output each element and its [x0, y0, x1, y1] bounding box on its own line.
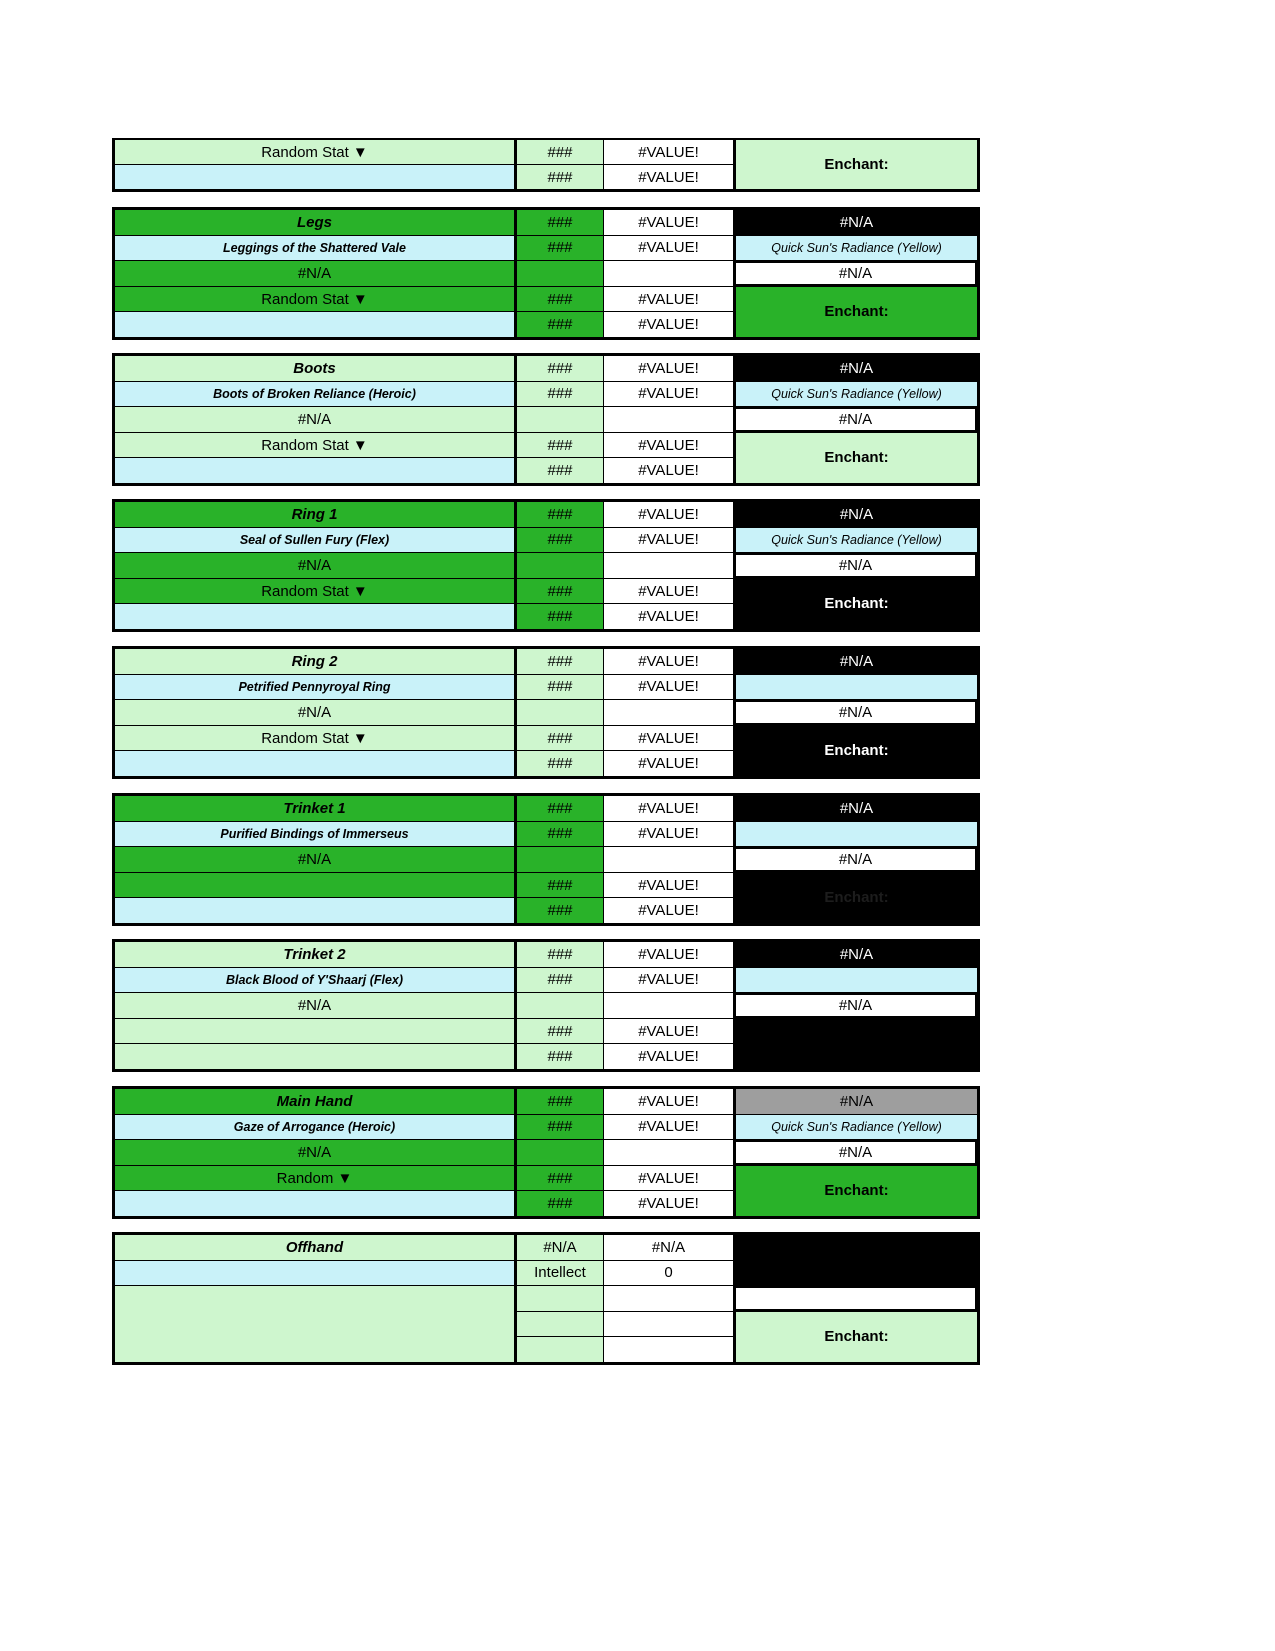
stat-na-cell: #N/A: [515, 1235, 603, 1260]
slot-title: Ring 1: [115, 502, 514, 527]
enchant-suggestion: Quick Sun's Radiance (Yellow): [734, 528, 977, 553]
item-name[interactable]: Black Blood of Y'Shaarj (Flex): [115, 968, 514, 993]
enchant-label: Enchant:: [734, 287, 977, 337]
stat-sum-cell: ###: [515, 210, 603, 235]
empty-cell: [515, 993, 603, 1018]
value-error-cell: #VALUE!: [604, 726, 733, 751]
item-name[interactable]: Petrified Pennyroyal Ring: [115, 675, 514, 700]
gear-block-offhand: [112, 1232, 980, 1365]
empty-cell: [515, 847, 603, 872]
value-error-cell: #VALUE!: [604, 458, 733, 483]
enchant-suggestion: [734, 822, 977, 847]
stat-na-cell: #N/A: [115, 407, 514, 432]
item-name[interactable]: Purified Bindings of Immerseus: [115, 822, 514, 847]
random-stat-dropdown[interactable]: [115, 873, 514, 898]
enchant-suggestion: [734, 675, 977, 700]
empty-cell: [604, 553, 733, 578]
value-error-cell: #VALUE!: [604, 898, 733, 923]
slot-title: Legs: [115, 210, 514, 235]
value-error-cell: #VALUE!: [604, 312, 733, 337]
stat-sum-cell: ###: [515, 822, 603, 847]
value-error-cell: #VALUE!: [604, 356, 733, 381]
enchant-na-cell: #N/A: [734, 407, 977, 432]
enchant-label: Enchant:: [734, 140, 977, 189]
value-error-cell: #VALUE!: [604, 1019, 733, 1044]
stat-sum-cell: ###: [515, 675, 603, 700]
item-name[interactable]: Leggings of the Shattered Vale: [115, 236, 514, 261]
stat-sum-cell: ###: [515, 458, 603, 483]
value-error-cell: #VALUE!: [604, 1044, 733, 1069]
random-stat-dropdown[interactable]: Random Stat ▼: [115, 433, 514, 458]
empty-cell: [515, 407, 603, 432]
stat-na-cell: #N/A: [115, 847, 514, 872]
stat-value-cell: 0: [604, 1261, 733, 1286]
stat-sum-cell: ###: [515, 236, 603, 261]
stat-sum-cell: ###: [515, 382, 603, 407]
slot-na-cell: #N/A: [734, 649, 977, 674]
stat-sum-cell: ###: [515, 604, 603, 629]
stat-sum-cell: ###: [515, 165, 603, 189]
value-error-cell: #VALUE!: [604, 796, 733, 821]
value-error-cell: #VALUE!: [604, 968, 733, 993]
item-name[interactable]: [115, 1261, 514, 1286]
empty-cell: [604, 993, 733, 1018]
value-error-cell: #VALUE!: [604, 579, 733, 604]
empty-cell: [115, 604, 514, 629]
stat-sum-cell: ###: [515, 140, 603, 164]
slot-title: Offhand: [115, 1235, 514, 1260]
stat-sum-cell: ###: [515, 796, 603, 821]
empty-cell: [604, 1312, 733, 1337]
item-name[interactable]: Gaze of Arrogance (Heroic): [115, 1115, 514, 1140]
slot-title: Ring 2: [115, 649, 514, 674]
stat-sum-cell: ###: [515, 1089, 603, 1114]
value-error-cell: #VALUE!: [604, 382, 733, 407]
stat-sum-cell: ###: [515, 287, 603, 312]
value-error-cell: #VALUE!: [604, 751, 733, 776]
empty-cell: [604, 847, 733, 872]
empty-cell: [515, 1286, 603, 1311]
value-error-cell: #VALUE!: [604, 1166, 733, 1191]
enchant-na-cell: #N/A: [734, 700, 977, 725]
stat-na-cell: #N/A: [115, 1140, 514, 1165]
empty-cell: [604, 700, 733, 725]
slot-title: Boots: [115, 356, 514, 381]
enchant-suggestion: [734, 968, 977, 993]
slot-na-cell: #N/A: [734, 502, 977, 527]
stat-na-cell: #N/A: [115, 553, 514, 578]
stat-sum-cell: ###: [515, 751, 603, 776]
empty-cell: [604, 1140, 733, 1165]
slot-na-cell: #N/A: [734, 942, 977, 967]
empty-cell: [515, 1337, 603, 1362]
value-error-cell: #VALUE!: [604, 1115, 733, 1140]
empty-cell: [115, 1044, 514, 1069]
enchant-na-cell: #N/A: [734, 553, 977, 578]
random-stat-dropdown[interactable]: Random ▼: [115, 1166, 514, 1191]
empty-cell: [515, 553, 603, 578]
slot-title: Trinket 2: [115, 942, 514, 967]
value-error-cell: #VALUE!: [604, 1191, 733, 1216]
gear-block-partial: [112, 138, 980, 192]
stat-sum-cell: ###: [515, 579, 603, 604]
value-error-cell: #VALUE!: [604, 210, 733, 235]
value-error-cell: #VALUE!: [604, 165, 733, 189]
stat-na-cell: #N/A: [115, 261, 514, 286]
slot-na-cell: #N/A: [734, 1089, 977, 1114]
stat-name-cell: Intellect: [515, 1261, 603, 1286]
value-error-cell: #VALUE!: [604, 236, 733, 261]
stat-sum-cell: ###: [515, 968, 603, 993]
enchant-label: Enchant:: [734, 433, 977, 483]
slot-title: Main Hand: [115, 1089, 514, 1114]
empty-cell: [515, 1140, 603, 1165]
value-na-cell: #N/A: [604, 1235, 733, 1260]
stat-sum-cell: ###: [515, 873, 603, 898]
gear-block-trinket2: [112, 939, 980, 1072]
gear-block-ring2: [112, 646, 980, 779]
slot-na-cell: #N/A: [734, 796, 977, 821]
value-error-cell: #VALUE!: [604, 675, 733, 700]
slot-na-cell: #N/A: [734, 210, 977, 235]
enchant-suggestion: Quick Sun's Radiance (Yellow): [734, 236, 977, 261]
enchant-suggestion: Quick Sun's Radiance (Yellow): [734, 1115, 977, 1140]
gear-block-legs: [112, 207, 980, 340]
enchant-na-cell: [734, 1286, 977, 1311]
empty-cell: [115, 751, 514, 776]
empty-cell: [115, 1286, 514, 1362]
gear-block-mainhand: [112, 1086, 980, 1219]
item-name[interactable]: Boots of Broken Reliance (Heroic): [115, 382, 514, 407]
value-error-cell: #VALUE!: [604, 528, 733, 553]
empty-cell: [115, 458, 514, 483]
stat-sum-cell: ###: [515, 942, 603, 967]
value-error-cell: #VALUE!: [604, 873, 733, 898]
enchant-label: [734, 1019, 977, 1069]
gear-block-trinket1: [112, 793, 980, 926]
value-error-cell: #VALUE!: [604, 822, 733, 847]
empty-cell: [115, 1191, 514, 1216]
stat-sum-cell: ###: [515, 1191, 603, 1216]
empty-cell: [515, 261, 603, 286]
random-stat-dropdown[interactable]: Random Stat ▼: [115, 579, 514, 604]
empty-cell: [734, 1261, 977, 1286]
value-error-cell: #VALUE!: [604, 604, 733, 629]
stat-sum-cell: ###: [515, 898, 603, 923]
enchant-suggestion: Quick Sun's Radiance (Yellow): [734, 382, 977, 407]
value-error-cell: #VALUE!: [604, 649, 733, 674]
stat-sum-cell: ###: [515, 356, 603, 381]
stat-na-cell: #N/A: [115, 700, 514, 725]
slot-na-cell: [734, 1235, 977, 1260]
empty-cell: [515, 700, 603, 725]
empty-cell: [115, 312, 514, 337]
gear-block-boots: [112, 353, 980, 486]
stat-sum-cell: ###: [515, 649, 603, 674]
empty-cell: [515, 1312, 603, 1337]
random-stat-dropdown[interactable]: Random Stat ▼: [115, 726, 514, 751]
gear-block-ring1: [112, 499, 980, 632]
stat-sum-cell: ###: [515, 528, 603, 553]
random-stat-dropdown[interactable]: Random Stat ▼: [115, 287, 514, 312]
value-error-cell: #VALUE!: [604, 433, 733, 458]
enchant-na-cell: #N/A: [734, 261, 977, 286]
slot-title: Trinket 1: [115, 796, 514, 821]
value-error-cell: #VALUE!: [604, 1089, 733, 1114]
random-stat-dropdown[interactable]: [115, 1019, 514, 1044]
value-error-cell: #VALUE!: [604, 502, 733, 527]
empty-cell: [115, 165, 514, 189]
enchant-label: Enchant:: [734, 579, 977, 629]
empty-cell: [604, 1286, 733, 1311]
enchant-label: Enchant:: [734, 873, 977, 923]
stat-sum-cell: ###: [515, 433, 603, 458]
enchant-na-cell: #N/A: [734, 1140, 977, 1165]
enchant-label: Enchant:: [734, 726, 977, 776]
item-name[interactable]: Seal of Sullen Fury (Flex): [115, 528, 514, 553]
enchant-label: Enchant:: [734, 1166, 977, 1216]
enchant-label: Enchant:: [734, 1312, 977, 1362]
empty-cell: [604, 1337, 733, 1362]
stat-sum-cell: ###: [515, 502, 603, 527]
value-error-cell: #VALUE!: [604, 942, 733, 967]
value-error-cell: #VALUE!: [604, 287, 733, 312]
empty-cell: [115, 898, 514, 923]
random-stat-dropdown[interactable]: Random Stat ▼: [115, 140, 514, 164]
stat-sum-cell: ###: [515, 312, 603, 337]
empty-cell: [604, 407, 733, 432]
enchant-na-cell: #N/A: [734, 993, 977, 1018]
empty-cell: [604, 261, 733, 286]
slot-na-cell: #N/A: [734, 356, 977, 381]
value-error-cell: #VALUE!: [604, 140, 733, 164]
stat-sum-cell: ###: [515, 1166, 603, 1191]
stat-sum-cell: ###: [515, 1044, 603, 1069]
enchant-na-cell: #N/A: [734, 847, 977, 872]
stat-sum-cell: ###: [515, 726, 603, 751]
stat-sum-cell: ###: [515, 1115, 603, 1140]
stat-sum-cell: ###: [515, 1019, 603, 1044]
stat-na-cell: #N/A: [115, 993, 514, 1018]
